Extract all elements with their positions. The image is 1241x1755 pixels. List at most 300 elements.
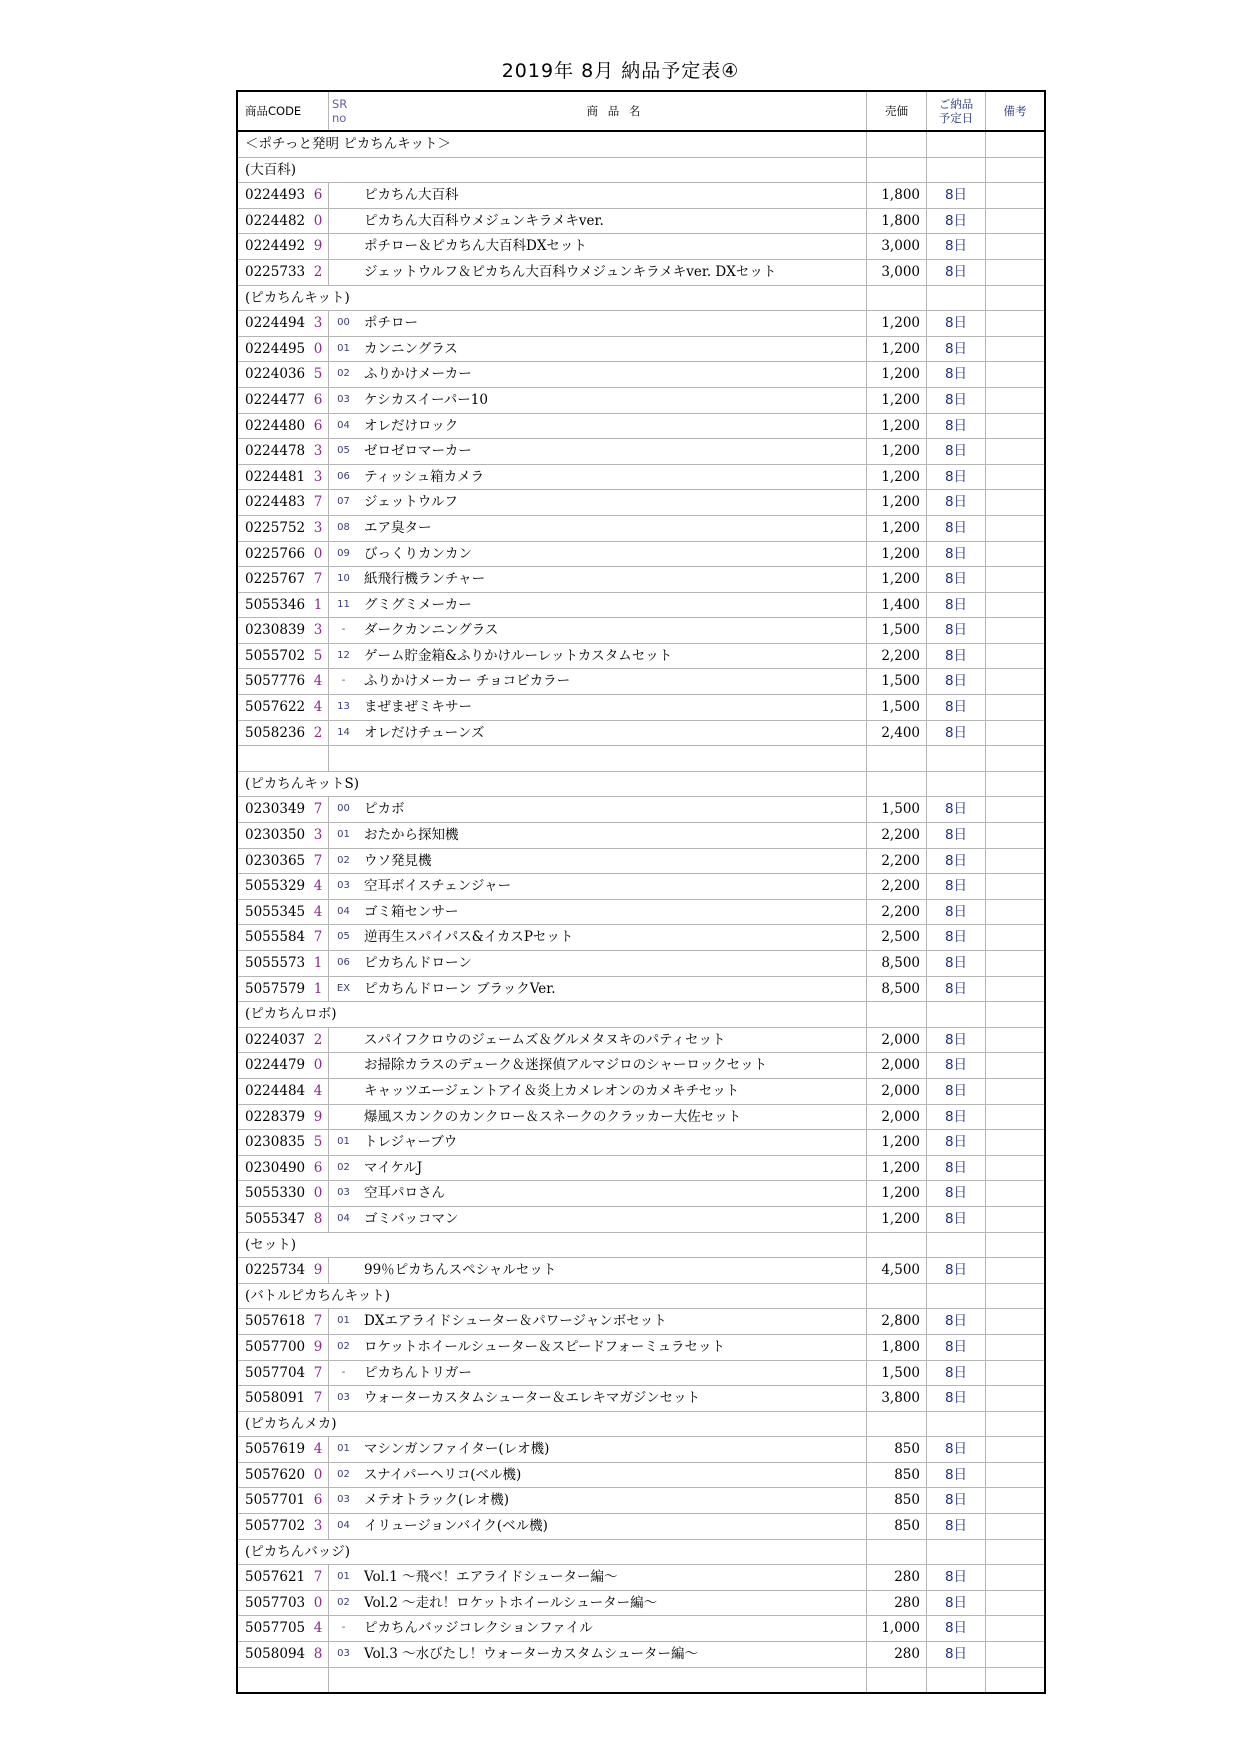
table-row <box>237 1462 1045 1488</box>
delivery-date: 8日 <box>927 234 986 260</box>
product-name: 爆風スカンクのカンクロー＆スネークのクラッカー大佐セット <box>358 1104 867 1130</box>
price: 1,500 <box>867 695 927 721</box>
product-code: 0224492 <box>237 234 308 260</box>
category-remarks-cell <box>986 1539 1046 1565</box>
price: 2,000 <box>867 1053 927 1079</box>
category-label: (セット) <box>237 1232 867 1258</box>
product-name: メテオトラック(レオ機) <box>358 1488 867 1514</box>
price: 1,200 <box>867 1206 927 1232</box>
category-remarks-cell <box>986 157 1046 183</box>
category-label: (ピカちんメカ) <box>237 1411 867 1437</box>
remarks-cell <box>986 925 1046 951</box>
delivery-date: 8日 <box>927 1027 986 1053</box>
sr-number <box>329 1053 359 1079</box>
price: 850 <box>867 1514 927 1540</box>
check-digit: 4 <box>308 1616 329 1642</box>
sr-number: 06 <box>329 464 359 490</box>
delivery-date: 8日 <box>927 183 986 209</box>
remarks-cell <box>986 797 1046 823</box>
sr-number: 00 <box>329 797 359 823</box>
delivery-date: 8日 <box>927 797 986 823</box>
table-row <box>237 695 1045 721</box>
check-digit: 0 <box>308 1181 329 1207</box>
delivery-date: 8日 <box>927 592 986 618</box>
check-digit: 9 <box>308 1258 329 1284</box>
category-row <box>237 285 1045 311</box>
category-price-cell <box>867 1002 927 1028</box>
sr-number: 02 <box>329 362 359 388</box>
price: 1,200 <box>867 567 927 593</box>
price: 1,200 <box>867 439 927 465</box>
category-date-cell <box>927 1539 986 1565</box>
product-name: トレジャーブウ <box>358 1130 867 1156</box>
sr-number: 02 <box>329 1334 359 1360</box>
price: 2,000 <box>867 1078 927 1104</box>
remarks-cell <box>986 976 1046 1002</box>
product-name: 空耳ボイスチェンジャー <box>358 874 867 900</box>
product-name: ピカボ <box>358 797 867 823</box>
check-digit: 6 <box>308 183 329 209</box>
product-name: ピカちんドローン ブラックVer. <box>358 976 867 1002</box>
product-code: 5057776 <box>237 669 308 695</box>
product-name: マシンガンファイター(レオ機) <box>358 1437 867 1463</box>
spacer-cell <box>358 1667 867 1693</box>
check-digit: 3 <box>308 439 329 465</box>
table-row <box>237 439 1045 465</box>
remarks-cell <box>986 848 1046 874</box>
product-name: 99％ピカちんスペシャルセット <box>358 1258 867 1284</box>
delivery-date: 8日 <box>927 336 986 362</box>
delivery-date: 8日 <box>927 1053 986 1079</box>
table-row <box>237 1155 1045 1181</box>
remarks-cell <box>986 1360 1046 1386</box>
product-code: 0225733 <box>237 259 308 285</box>
product-code: 5057621 <box>237 1565 308 1591</box>
product-name: 空耳パロさん <box>358 1181 867 1207</box>
table-row <box>237 976 1045 1002</box>
price: 2,000 <box>867 1104 927 1130</box>
product-name: ウソ発見機 <box>358 848 867 874</box>
header-sr-top: SR <box>332 97 348 111</box>
price: 280 <box>867 1590 927 1616</box>
delivery-date: 8日 <box>927 899 986 925</box>
category-price-cell <box>867 157 927 183</box>
table-row <box>237 1360 1045 1386</box>
remarks-cell <box>986 234 1046 260</box>
check-digit: 5 <box>308 643 329 669</box>
product-code: 5055346 <box>237 592 308 618</box>
remarks-cell <box>986 643 1046 669</box>
sr-number: 04 <box>329 413 359 439</box>
spacer-cell <box>308 1667 329 1693</box>
sr-number: 04 <box>329 1206 359 1232</box>
category-label: (ピカちんロボ) <box>237 1002 867 1028</box>
price: 1,800 <box>867 1334 927 1360</box>
sr-number: 14 <box>329 720 359 746</box>
sr-number <box>329 259 359 285</box>
check-digit: 3 <box>308 823 329 849</box>
delivery-date: 8日 <box>927 1078 986 1104</box>
remarks-cell <box>986 1206 1046 1232</box>
header-product-code: 商品CODE <box>237 91 308 131</box>
table-row <box>237 1181 1045 1207</box>
product-code: 0228379 <box>237 1104 308 1130</box>
product-name: エア臭ター <box>358 515 867 541</box>
check-digit: 9 <box>308 234 329 260</box>
category-label: (ピカちんバッジ) <box>237 1539 867 1565</box>
check-digit: 7 <box>308 848 329 874</box>
remarks-cell <box>986 362 1046 388</box>
delivery-date: 8日 <box>927 1565 986 1591</box>
delivery-date: 8日 <box>927 1462 986 1488</box>
product-code: 0225752 <box>237 515 308 541</box>
remarks-cell <box>986 1642 1046 1668</box>
table-row <box>237 874 1045 900</box>
price: 1,200 <box>867 464 927 490</box>
delivery-date: 8日 <box>927 976 986 1002</box>
price: 1,200 <box>867 1181 927 1207</box>
price: 1,500 <box>867 797 927 823</box>
delivery-date: 8日 <box>927 848 986 874</box>
product-code: 5055702 <box>237 643 308 669</box>
blank-row <box>237 746 1045 772</box>
spacer-cell <box>986 1667 1046 1693</box>
remarks-cell <box>986 1334 1046 1360</box>
product-name: ふりかけメーカー <box>358 362 867 388</box>
sr-number <box>329 1027 359 1053</box>
price: 1,200 <box>867 515 927 541</box>
price: 1,200 <box>867 490 927 516</box>
sr-number: 04 <box>329 1514 359 1540</box>
check-digit: 7 <box>308 925 329 951</box>
check-digit: 6 <box>308 413 329 439</box>
category-row <box>237 131 1045 157</box>
check-digit: 2 <box>308 720 329 746</box>
check-digit: 4 <box>308 669 329 695</box>
delivery-date: 8日 <box>927 720 986 746</box>
price: 1,200 <box>867 1130 927 1156</box>
table-row <box>237 336 1045 362</box>
delivery-date: 8日 <box>927 541 986 567</box>
remarks-cell <box>986 1181 1046 1207</box>
product-code: 5055573 <box>237 951 308 977</box>
sr-number <box>329 183 359 209</box>
price: 2,500 <box>867 925 927 951</box>
table-row <box>237 208 1045 234</box>
price: 4,500 <box>867 1258 927 1284</box>
check-digit: 0 <box>308 1053 329 1079</box>
table-row <box>237 259 1045 285</box>
sr-number: - <box>329 1360 359 1386</box>
sr-number: 03 <box>329 1386 359 1412</box>
table-row <box>237 567 1045 593</box>
product-code: 0224482 <box>237 208 308 234</box>
table-row <box>237 1514 1045 1540</box>
remarks-cell <box>986 1309 1046 1335</box>
product-code: 0225734 <box>237 1258 308 1284</box>
product-code: 5057704 <box>237 1360 308 1386</box>
product-code: 5058091 <box>237 1386 308 1412</box>
table-row <box>237 951 1045 977</box>
remarks-cell <box>986 695 1046 721</box>
product-name: ゼロゼロマーカー <box>358 439 867 465</box>
table-row <box>237 1590 1045 1616</box>
category-row <box>237 1002 1045 1028</box>
remarks-cell <box>986 1130 1046 1156</box>
table-row <box>237 183 1045 209</box>
price: 2,800 <box>867 1309 927 1335</box>
check-digit: 3 <box>308 311 329 337</box>
price: 280 <box>867 1565 927 1591</box>
check-digit: 3 <box>308 464 329 490</box>
delivery-date: 8日 <box>927 1514 986 1540</box>
product-code: 0230490 <box>237 1155 308 1181</box>
delivery-date: 8日 <box>927 1642 986 1668</box>
sr-number: 03 <box>329 1488 359 1514</box>
remarks-cell <box>986 1386 1046 1412</box>
table-row <box>237 413 1045 439</box>
check-digit: 2 <box>308 1027 329 1053</box>
check-digit: 7 <box>308 797 329 823</box>
category-label: (ピカちんキットS) <box>237 771 867 797</box>
table-row <box>237 387 1045 413</box>
price: 1,500 <box>867 618 927 644</box>
header-check-digit <box>308 91 329 131</box>
remarks-cell <box>986 336 1046 362</box>
product-name: びっくりカンカン <box>358 541 867 567</box>
product-code: 0225767 <box>237 567 308 593</box>
category-price-cell <box>867 1539 927 1565</box>
category-remarks-cell <box>986 1232 1046 1258</box>
category-row <box>237 1411 1045 1437</box>
remarks-cell <box>986 208 1046 234</box>
category-row <box>237 771 1045 797</box>
sr-number: 02 <box>329 1590 359 1616</box>
sr-number <box>329 1104 359 1130</box>
product-name: ティッシュ箱カメラ <box>358 464 867 490</box>
price: 1,200 <box>867 387 927 413</box>
price: 1,200 <box>867 1155 927 1181</box>
check-digit: 4 <box>308 874 329 900</box>
category-price-cell <box>867 771 927 797</box>
table-row <box>237 823 1045 849</box>
sr-number: 03 <box>329 1642 359 1668</box>
sr-number: 05 <box>329 925 359 951</box>
category-remarks-cell <box>986 131 1046 157</box>
remarks-cell <box>986 1104 1046 1130</box>
price: 2,200 <box>867 823 927 849</box>
table-row <box>237 848 1045 874</box>
product-code: 0224481 <box>237 464 308 490</box>
category-price-cell <box>867 1232 927 1258</box>
remarks-cell <box>986 1437 1046 1463</box>
remarks-cell <box>986 464 1046 490</box>
table-row <box>237 490 1045 516</box>
check-digit: 0 <box>308 336 329 362</box>
product-name: お掃除カラスのデューク＆迷探偵アルマジロのシャーロックセット <box>358 1053 867 1079</box>
check-digit: 5 <box>308 362 329 388</box>
product-code: 5057579 <box>237 976 308 1002</box>
sr-number: 08 <box>329 515 359 541</box>
header-remarks: 備考 <box>986 91 1046 131</box>
sr-number: 01 <box>329 1565 359 1591</box>
spacer-cell <box>867 1667 927 1693</box>
delivery-date: 8日 <box>927 1360 986 1386</box>
product-name: スナイパーヘリコ(ベル機) <box>358 1462 867 1488</box>
product-name: ゴミ箱センサー <box>358 899 867 925</box>
page-title: 2019年 8月 納品予定表④ <box>501 60 740 82</box>
price: 3,800 <box>867 1386 927 1412</box>
check-digit: 5 <box>308 1130 329 1156</box>
remarks-cell <box>986 1053 1046 1079</box>
remarks-cell <box>986 592 1046 618</box>
price: 8,500 <box>867 976 927 1002</box>
product-name: Vol.2 ～走れ！ロケットホイールシューター編～ <box>358 1590 867 1616</box>
check-digit: 1 <box>308 592 329 618</box>
table-row <box>237 1616 1045 1642</box>
check-digit: 8 <box>308 1642 329 1668</box>
check-digit: 7 <box>308 1360 329 1386</box>
check-digit: 4 <box>308 899 329 925</box>
price: 1,800 <box>867 183 927 209</box>
blank-cell <box>927 746 986 772</box>
product-name: 紙飛行機ランチャー <box>358 567 867 593</box>
product-name: ピカちんドローン <box>358 951 867 977</box>
check-digit: 9 <box>308 1334 329 1360</box>
sr-number: 06 <box>329 951 359 977</box>
check-digit: 7 <box>308 1386 329 1412</box>
product-name: イリュージョンバイク(ベル機) <box>358 1514 867 1540</box>
price: 1,400 <box>867 592 927 618</box>
product-name: ダークカンニングラス <box>358 618 867 644</box>
check-digit: 0 <box>308 208 329 234</box>
table-row <box>237 1309 1045 1335</box>
sr-number: 12 <box>329 643 359 669</box>
product-code: 5058094 <box>237 1642 308 1668</box>
remarks-cell <box>986 1462 1046 1488</box>
delivery-date: 8日 <box>927 362 986 388</box>
check-digit: 4 <box>308 1437 329 1463</box>
blank-cell <box>867 746 927 772</box>
remarks-cell <box>986 1155 1046 1181</box>
product-code: 0224483 <box>237 490 308 516</box>
check-digit: 7 <box>308 1309 329 1335</box>
sr-number: 03 <box>329 387 359 413</box>
product-name: カンニングラス <box>358 336 867 362</box>
delivery-date: 8日 <box>927 1334 986 1360</box>
table-row <box>237 1386 1045 1412</box>
table-row <box>237 1565 1045 1591</box>
product-name: ウォーターカスタムシューター＆エレキマガジンセット <box>358 1386 867 1412</box>
product-code: 0224479 <box>237 1053 308 1079</box>
sr-number: 01 <box>329 1130 359 1156</box>
remarks-cell <box>986 874 1046 900</box>
blank-cell <box>986 746 1046 772</box>
category-label: ＜ポチっと発明 ピカちんキット＞ <box>237 131 867 157</box>
check-digit: 3 <box>308 515 329 541</box>
check-digit: 1 <box>308 976 329 1002</box>
remarks-cell <box>986 1488 1046 1514</box>
category-date-cell <box>927 771 986 797</box>
blank-cell <box>237 746 308 772</box>
remarks-cell <box>986 515 1046 541</box>
product-code: 5055584 <box>237 925 308 951</box>
sr-number: 04 <box>329 899 359 925</box>
delivery-date: 8日 <box>927 874 986 900</box>
table-row <box>237 1104 1045 1130</box>
check-digit: 0 <box>308 1590 329 1616</box>
blank-cell <box>329 746 359 772</box>
table-row <box>237 1078 1045 1104</box>
product-name: ピカちん大百科 <box>358 183 867 209</box>
remarks-cell <box>986 567 1046 593</box>
product-name: まぜまぜミキサー <box>358 695 867 721</box>
category-label: (ピカちんキット) <box>237 285 867 311</box>
delivery-date: 8日 <box>927 208 986 234</box>
delivery-date: 8日 <box>927 1488 986 1514</box>
check-digit: 0 <box>308 541 329 567</box>
price: 850 <box>867 1488 927 1514</box>
product-code: 0224484 <box>237 1078 308 1104</box>
product-name: グミグミメーカー <box>358 592 867 618</box>
product-name: ピカちんバッジコレクションファイル <box>358 1616 867 1642</box>
table-row <box>237 234 1045 260</box>
check-digit: 2 <box>308 259 329 285</box>
sr-number: 09 <box>329 541 359 567</box>
table-row <box>237 1027 1045 1053</box>
product-code: 5057703 <box>237 1590 308 1616</box>
product-name: ピカちんトリガー <box>358 1360 867 1386</box>
price: 1,200 <box>867 336 927 362</box>
category-date-cell <box>927 157 986 183</box>
product-name: おたから探知機 <box>358 823 867 849</box>
sr-number: - <box>329 1616 359 1642</box>
product-code: 5055347 <box>237 1206 308 1232</box>
delivery-date: 8日 <box>927 1386 986 1412</box>
table-row <box>237 311 1045 337</box>
price: 1,200 <box>867 541 927 567</box>
sr-number: 01 <box>329 823 359 849</box>
sr-number: 02 <box>329 1155 359 1181</box>
price: 2,400 <box>867 720 927 746</box>
delivery-date: 8日 <box>927 515 986 541</box>
remarks-cell <box>986 618 1046 644</box>
delivery-date: 8日 <box>927 618 986 644</box>
product-name: Vol.3 ～水びたし！ウォーターカスタムシューター編～ <box>358 1642 867 1668</box>
sr-number: 02 <box>329 1462 359 1488</box>
product-name: ロケットホイールシューター＆スピードフォーミュラセット <box>358 1334 867 1360</box>
table-row <box>237 1206 1045 1232</box>
remarks-cell <box>986 823 1046 849</box>
table-row <box>237 1130 1045 1156</box>
table-row <box>237 797 1045 823</box>
header-sr-bottom: no <box>332 111 347 125</box>
product-name: 逆再生スパイパス&イカスPセット <box>358 925 867 951</box>
remarks-cell <box>986 541 1046 567</box>
delivery-date: 8日 <box>927 1258 986 1284</box>
table-row <box>237 464 1045 490</box>
category-date-cell <box>927 1002 986 1028</box>
price: 2,200 <box>867 848 927 874</box>
price: 2,000 <box>867 1027 927 1053</box>
header-date-line1: ご納品 <box>938 97 974 111</box>
sr-number <box>329 208 359 234</box>
check-digit: 6 <box>308 1155 329 1181</box>
sr-number: 10 <box>329 567 359 593</box>
category-date-cell <box>927 1283 986 1309</box>
table-row <box>237 720 1045 746</box>
category-price-cell <box>867 1283 927 1309</box>
